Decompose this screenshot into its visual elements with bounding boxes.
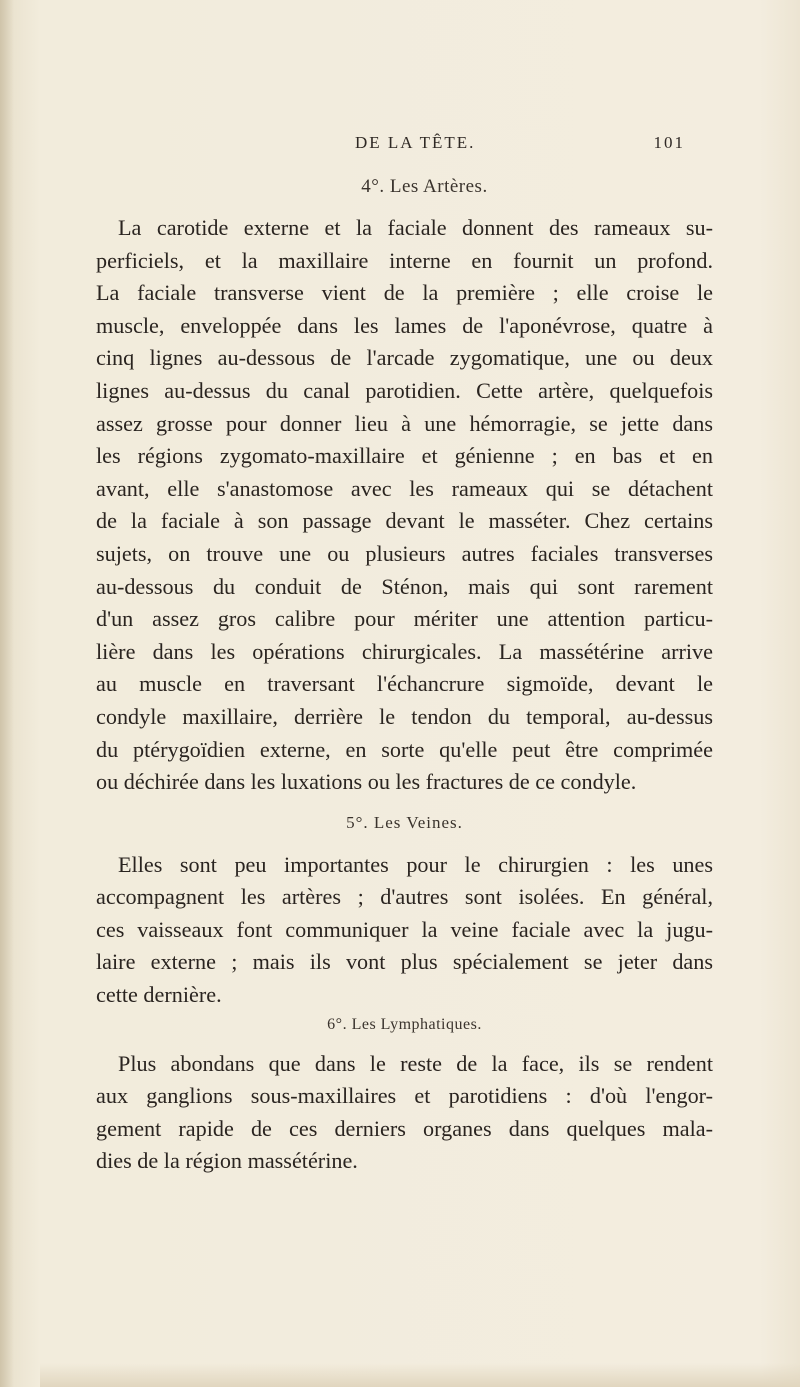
text-line: laire externe ; mais ils vont plus spécialement se jeter dans [96,949,713,975]
text-line: avant, elle s'anastomose avec les rameaux qui se détachent [96,475,713,501]
text-line: les régions zygomato-maxillaire et génienne ; en bas et en [96,443,713,469]
text-line: cinq lignes au-dessous de l'arcade zygomatique, une ou deux [96,345,713,371]
section-heading-arteres: 4°. Les Artères. [361,176,488,197]
text-line: de la faciale à son passage devant le masséter. Chez certains [96,508,713,534]
text-line: lignes au-dessus du canal parotidien. Cette artère, quelquefois [96,377,713,403]
paragraph-arteres [96,212,713,799]
text-line: Elles sont peu importantes pour le chirurgien : les unes [118,851,713,877]
page-bottom-edge [40,1363,800,1387]
text-line: du ptérygoïdien externe, en sorte qu'elle peut être comprimée [96,736,713,762]
text-line: aux ganglions sous-maxillaires et parotidiens : d'où l'engor- [96,1083,713,1109]
text-line: assez grosse pour donner lieu à une hémorragie, se jette dans [96,410,713,436]
paragraph-lymphatiques [96,1048,713,1178]
page-number: 101 [653,133,685,152]
text-line: perficiels, et la maxillaire interne en fournit un profond. [96,247,713,273]
text-line: d'un assez gros calibre pour mériter une attention particu- [96,606,713,632]
running-head [0,133,800,159]
text-line: au muscle en traversant l'échancrure sigmoïde, devant le [96,671,713,697]
text-line: La faciale transverse vient de la première ; elle croise le [96,280,713,306]
text-line: lière dans les opérations chirurgicales. La massétérine arrive [96,638,713,664]
paragraph-veines [96,849,713,1012]
text-line: dies de la région massétérine. [96,1148,358,1174]
text-line: au-dessous du conduit de Sténon, mais qui sont rarement [96,573,713,599]
text-line: Plus abondans que dans le reste de la face, ils se rendent [118,1050,713,1076]
section-heading-lymphatiques: 6°. Les Lymphatiques. [327,1015,482,1033]
text-line: muscle, enveloppée dans les lames de l'aponévrose, quatre à [96,312,713,338]
running-head-title: DE LA TÊTE. [355,133,476,152]
text-line: condyle maxillaire, derrière le tendon du temporal, au-dessus [96,703,713,729]
gutter-shadow [0,0,14,1387]
text-line: ces vaisseaux font communiquer la veine faciale avec la jugu- [96,916,713,942]
text-line: accompagnent les artères ; d'autres sont isolées. En général, [96,884,713,910]
text-block [96,170,713,1178]
text-line: gement rapide de ces derniers organes dans quelques mala- [96,1115,713,1141]
section-heading-veines: 5°. Les Veines. [346,812,463,832]
text-line: La carotide externe et la faciale donnent des rameaux su- [118,215,713,240]
text-line: ou déchirée dans les luxations ou les fractures de ce condyle. [96,769,637,795]
text-line: cette dernière. [96,982,222,1008]
text-line: sujets, on trouve une ou plusieurs autres faciales transverses [96,540,713,566]
